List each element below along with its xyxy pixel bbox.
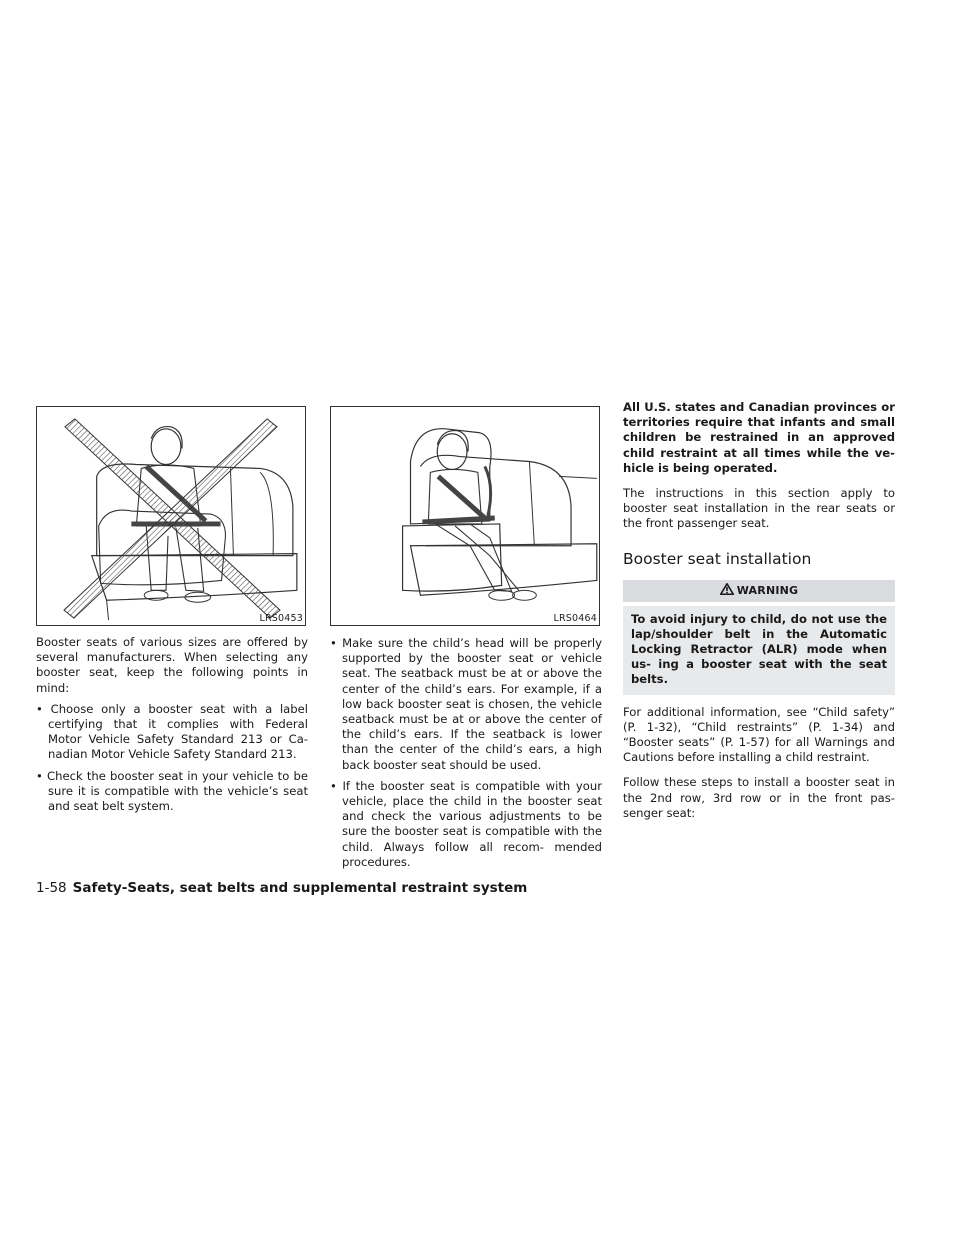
additional-info-paragraph: For additional information, see “Child safety” (P. 1-32), “Child restraints” (P. 1-34) and “Booster seats” (P. 1-57) for all Warnings and Cautions before installing a child restraint.: [623, 704, 895, 765]
warning-header: [623, 580, 895, 602]
instructions-scope-paragraph: The instructions in this section apply to booster seat installation in the rear seats or the front passenger seat.: [623, 486, 895, 531]
legal-requirement-notice: All U.S. states and Canadian provinces or territories require that infants and small children be restrained in an approved child restraint at all times while the ve- hicle is being operated.: [623, 400, 895, 475]
section-heading: Booster seat installation: [623, 549, 812, 568]
page-footer: [36, 880, 527, 896]
warning-triangle-icon: [720, 583, 734, 598]
column-middle: [330, 406, 602, 876]
install-steps-intro: Follow these steps to install a booster seat in the 2nd row, 3rd row or in the front pas- senger seat:: [623, 775, 895, 820]
warning-text: To avoid injury to child, do not use the lap/shoulder belt in the Automatic Locking Retractor (ALR) mode when us- ing a booster seat with the seat belts.: [623, 606, 895, 695]
column-right: [623, 400, 895, 821]
chapter-title: Safety-Seats, seat belts and supplemental restraint system: [72, 880, 528, 896]
list-item: • If the booster seat is compatible with your vehicle, place the child in the booster seat and check the various adjustments to be sure the booster seat is compatible with the child. Always follow all recom- mended procedures.: [330, 778, 602, 869]
figure-code: LRS0453: [259, 613, 303, 624]
booster-checks-list: [330, 636, 602, 870]
child-in-seat-crossed-illustration: [37, 407, 305, 625]
intro-paragraph: Booster seats of various sizes are offered by several manufacturers. When selecting any booster seat, keep the following points in mind:: [36, 635, 308, 695]
list-item: • Choose only a booster seat with a label certifying that it complies with Federal Motor Vehicle Safety Standard 213 or Ca- nadian Motor Vehicle Safety Standard 213.: [36, 701, 308, 762]
figure-incorrect-booster: [36, 406, 306, 626]
figure-code: LRS0464: [553, 613, 597, 624]
booster-points-list: [36, 702, 308, 814]
child-in-booster-illustration: [331, 407, 599, 625]
column-left: [36, 406, 308, 820]
warning-label: WARNING: [736, 584, 799, 598]
list-item: • Make sure the child’s head will be properly supported by the booster seat or vehicle seat. The seatback must be at or above the center of the child’s ears. For example, if a low back booster seat is chosen, the vehicle seatback must be at or above the center of the child’s ears. If the seatback is lower than the center of the child’s ears, a high back booster seat should be used.: [330, 636, 602, 772]
page-number: 1-58: [36, 880, 67, 896]
figure-correct-booster: [330, 406, 600, 626]
list-item: • Check the booster seat in your vehicle to be sure it is compatible with the vehicle’s seat and seat belt system.: [36, 768, 308, 814]
